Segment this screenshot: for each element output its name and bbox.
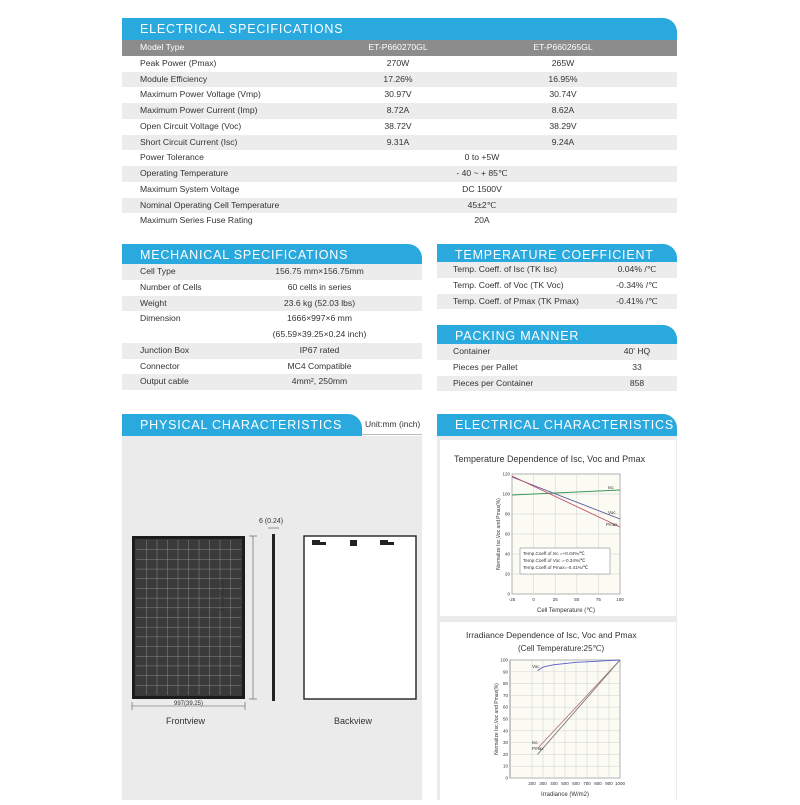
table-row bbox=[122, 119, 677, 135]
frontview-drawing bbox=[132, 536, 257, 710]
row-label: Maximum System Voltage bbox=[140, 183, 240, 194]
table-row bbox=[437, 360, 677, 376]
table-row bbox=[122, 280, 422, 296]
row-value: MC4 Compatible bbox=[287, 360, 352, 371]
backview-drawing bbox=[304, 536, 416, 699]
irradiance-chart-subtitle: (Cell Temperature:25℃) bbox=[518, 644, 605, 653]
thickness-dimension: 6 (0.24) bbox=[259, 518, 284, 525]
y-tick-label: 70 bbox=[502, 692, 508, 698]
width-dimension: 997(39.25) bbox=[174, 701, 204, 707]
row-label: Container bbox=[453, 346, 491, 356]
sideview-drawing bbox=[268, 528, 279, 701]
table-row bbox=[122, 296, 422, 312]
row-label: Connector bbox=[140, 360, 180, 371]
backview-label: Backview bbox=[334, 716, 373, 726]
row-value: 45±2℃ bbox=[467, 199, 497, 210]
row-value: 40' HQ bbox=[623, 346, 651, 356]
y-tick-label: 120 bbox=[502, 471, 510, 477]
row-label: Temp. Coeff. of Pmax (TK Pmax) bbox=[453, 295, 579, 306]
table-row bbox=[122, 182, 677, 198]
row-label: Short Circuit Current (Isc) bbox=[140, 136, 238, 147]
mechanical-specs-table bbox=[122, 264, 422, 392]
x-tick-label: 75 bbox=[595, 597, 601, 602]
y-tick-label: 40 bbox=[504, 551, 510, 557]
irradiance-chart-box bbox=[440, 622, 676, 800]
mechanical-specs-header bbox=[122, 244, 422, 266]
table-row bbox=[122, 166, 677, 182]
header-cell: ET-P660265GL bbox=[533, 42, 593, 52]
row-label: Open Circuit Voltage (Voc) bbox=[140, 120, 242, 131]
x-tick-label: -25 bbox=[508, 597, 516, 602]
electrical-characteristics-header bbox=[437, 414, 677, 436]
electrical-characteristics-title: ELECTRICAL CHARACTERISTICS bbox=[455, 418, 674, 432]
row-label: Maximum Power Current (Imp) bbox=[140, 105, 258, 115]
row-value: 30.97V bbox=[384, 89, 412, 100]
annotation-text: Temp.Coeff.of Pmax=-0.41%/℃ bbox=[523, 565, 589, 570]
series-label-pmax: Pmax bbox=[606, 522, 618, 527]
y-tick-label: 40 bbox=[502, 728, 508, 734]
table-row bbox=[437, 294, 677, 310]
row-value: 4mm², 250mm bbox=[291, 376, 348, 387]
electrical-specs-title: ELECTRICAL SPECIFICATIONS bbox=[140, 22, 344, 36]
row-value: 1666×997×6 mm bbox=[287, 313, 352, 324]
x-tick-label: 800 bbox=[594, 781, 602, 786]
packing-manner-table bbox=[437, 344, 677, 392]
x-tick-label: 600 bbox=[572, 781, 580, 786]
y-tick-label: 90 bbox=[502, 669, 508, 675]
row-label: Power Tolerance bbox=[140, 152, 204, 163]
x-tick-label: 100 bbox=[616, 597, 624, 602]
y-tick-label: 0 bbox=[505, 775, 508, 781]
row-value: -0.41% /℃ bbox=[616, 295, 658, 306]
annotation-text: Temp.Coeff.of Voc =-0.34%/℃ bbox=[523, 558, 586, 563]
temperature-chart-title: Temperature Dependence of Isc, Voc and Pmax bbox=[454, 454, 646, 464]
y-tick-label: 80 bbox=[502, 681, 508, 687]
table-row bbox=[437, 278, 677, 294]
row-label: Temp. Coeff. of Isc (TK Isc) bbox=[453, 264, 557, 274]
row-value: - 40 ~ + 85℃ bbox=[456, 168, 508, 178]
series-label-isc: Isc bbox=[608, 485, 614, 490]
row-label: Number of Cells bbox=[140, 281, 202, 292]
irradiance-chart-title: Irradiance Dependence of Isc, Voc and Pmax bbox=[466, 630, 637, 640]
row-label: Output cable bbox=[140, 376, 189, 387]
y-tick-label: 30 bbox=[502, 740, 508, 746]
row-label: Weight bbox=[140, 297, 167, 308]
x-tick-label: 25 bbox=[552, 597, 558, 602]
height-dimension: 1666(65.59) bbox=[220, 578, 226, 611]
table-row bbox=[122, 135, 677, 151]
physical-characteristics-title: PHYSICAL CHARACTERISTICS bbox=[140, 418, 343, 432]
row-value: DC 1500V bbox=[462, 183, 502, 194]
x-tick-label: 400 bbox=[550, 781, 558, 786]
electrical-specs-table bbox=[122, 40, 677, 232]
packing-manner-title: PACKING MANNER bbox=[455, 329, 580, 343]
y-tick-label: 10 bbox=[502, 763, 508, 769]
y-tick-label: 50 bbox=[502, 716, 508, 722]
row-value: 17.26% bbox=[383, 73, 413, 84]
row-value: 38.29V bbox=[549, 120, 577, 131]
y-tick-label: 80 bbox=[504, 511, 510, 517]
row-label: Temp. Coeff. of Voc (TK Voc) bbox=[453, 279, 564, 290]
header-cell: Model Type bbox=[140, 42, 185, 52]
annotation-text: Temp.Coeff.of Isc =+0.04%/℃ bbox=[523, 551, 585, 556]
table-row bbox=[122, 311, 422, 327]
row-value: 38.72V bbox=[384, 120, 412, 131]
row-label: Nominal Operating Cell Temperature bbox=[140, 199, 280, 210]
table-row bbox=[437, 344, 677, 360]
physical-header-rule bbox=[362, 434, 422, 435]
unit-label: Unit:mm (inch) bbox=[365, 419, 421, 429]
row-label: Peak Power (Pmax) bbox=[140, 57, 217, 68]
row-value: 265W bbox=[551, 57, 575, 68]
mechanical-specs-title: MECHANICAL SPECIFICATIONS bbox=[140, 248, 349, 262]
y-tick-label: 20 bbox=[502, 751, 508, 757]
row-value: 0 to +5W bbox=[464, 152, 500, 163]
row-label: Cell Type bbox=[140, 266, 176, 276]
row-value: 0.04% /℃ bbox=[617, 264, 657, 274]
series-label-isc: Isc bbox=[532, 740, 538, 745]
x-axis-label: Irradiance (W/m2) bbox=[540, 792, 590, 798]
row-label: Junction Box bbox=[140, 344, 190, 355]
temperature-chart-box bbox=[440, 440, 676, 616]
table-row bbox=[437, 376, 677, 392]
row-value: 23.6 kg (52.03 lbs) bbox=[283, 297, 356, 308]
row-label: Maximum Series Fuse Rating bbox=[140, 215, 253, 226]
y-axis-label: Normalize Isc,Voc and Pmax(%) bbox=[496, 498, 502, 570]
table-row bbox=[122, 327, 422, 343]
row-value: 33 bbox=[632, 361, 642, 372]
y-tick-label: 0 bbox=[507, 591, 510, 597]
table-row bbox=[122, 359, 422, 375]
series-label-voc: Voc bbox=[532, 664, 540, 669]
y-tick-label: 60 bbox=[504, 531, 510, 537]
table-row bbox=[122, 198, 677, 214]
row-label: Operating Temperature bbox=[140, 168, 229, 178]
frontview-label: Frontview bbox=[166, 716, 206, 726]
x-axis-label: Cell Temperature (℃) bbox=[537, 608, 595, 614]
irradiance-chart bbox=[440, 622, 676, 800]
row-label: Maximum Power Voltage (Vmp) bbox=[140, 89, 261, 100]
row-value: -0.34% /℃ bbox=[616, 279, 658, 290]
y-tick-label: 100 bbox=[500, 657, 508, 663]
x-tick-label: 0 bbox=[532, 597, 535, 602]
x-tick-label: 300 bbox=[539, 781, 547, 786]
row-value: IP67 rated bbox=[299, 344, 340, 355]
row-value: 16.95% bbox=[548, 73, 578, 84]
y-axis-label: Normalize Isc,Voc and Pmax(%) bbox=[494, 683, 500, 755]
temperature-coefficient-title: TEMPERATURE COEFFICIENT bbox=[455, 248, 654, 262]
table-header-row bbox=[122, 40, 677, 56]
y-tick-label: 60 bbox=[502, 704, 508, 710]
row-label: Pieces per Pallet bbox=[453, 361, 518, 372]
x-tick-label: 500 bbox=[561, 781, 569, 786]
physical-characteristics-header bbox=[122, 414, 362, 436]
temperature-coefficient-table bbox=[437, 262, 677, 310]
temperature-chart bbox=[440, 440, 676, 616]
y-tick-label: 100 bbox=[502, 491, 510, 497]
table-row bbox=[122, 264, 422, 280]
row-value: 8.72A bbox=[386, 105, 410, 115]
table-row bbox=[122, 374, 422, 390]
physical-drawing-panel bbox=[122, 436, 422, 800]
table-row bbox=[122, 150, 677, 166]
row-value: 30.74V bbox=[549, 89, 577, 100]
x-tick-label: 200 bbox=[528, 781, 536, 786]
x-tick-label: 700 bbox=[583, 781, 591, 786]
electrical-specs-header bbox=[122, 18, 677, 40]
y-tick-label: 20 bbox=[504, 571, 510, 577]
row-value: 8.62A bbox=[551, 105, 575, 115]
row-value: 60 cells in series bbox=[287, 281, 352, 292]
module-drawings bbox=[122, 436, 422, 800]
x-tick-label: 900 bbox=[605, 781, 613, 786]
header-cell: ET-P660270GL bbox=[368, 42, 428, 52]
table-row bbox=[122, 87, 677, 103]
table-row bbox=[122, 72, 677, 88]
row-value: 9.24A bbox=[551, 136, 575, 147]
table-row bbox=[122, 213, 677, 229]
row-value: 270W bbox=[386, 57, 410, 68]
table-row bbox=[122, 103, 677, 119]
row-value: 156.75 mm×156.75mm bbox=[275, 266, 364, 276]
series-label-pmax: Pmax bbox=[532, 746, 544, 751]
table-row bbox=[122, 56, 677, 72]
row-value: 20A bbox=[474, 215, 490, 226]
x-tick-label: 50 bbox=[574, 597, 580, 602]
table-row bbox=[437, 262, 677, 278]
row-value: 858 bbox=[629, 377, 645, 388]
x-tick-label: 1000 bbox=[614, 781, 626, 786]
row-value: (65.59×39.25×0.24 inch) bbox=[272, 329, 367, 339]
table-row bbox=[122, 343, 422, 359]
row-label: Dimension bbox=[140, 313, 181, 324]
row-label: Module Efficiency bbox=[140, 73, 208, 84]
row-value: 9.31A bbox=[386, 136, 410, 147]
row-label: Pieces per Container bbox=[453, 377, 534, 388]
series-label-voc: Voc bbox=[608, 510, 616, 515]
